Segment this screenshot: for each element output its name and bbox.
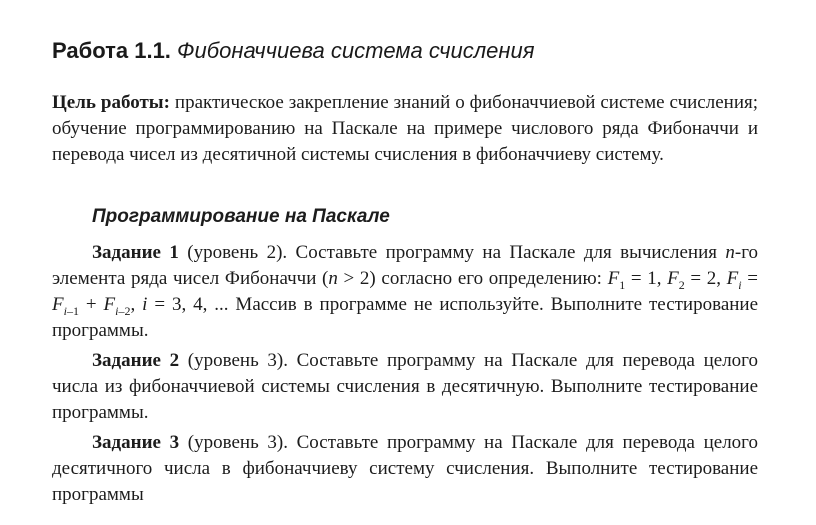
task-1-n: n <box>725 242 735 263</box>
task-3 <box>52 430 758 508</box>
goal-paragraph <box>52 90 758 168</box>
task-3-text: (уровень 3). Составьте программу на Паскале для перевода целого десятичного числа в фибоначчиеву систему счисления. Выполните тестирование программы <box>52 432 759 505</box>
task-2-name: Задание 2 <box>92 350 180 371</box>
task-2 <box>52 348 758 426</box>
task-1-text-a: (уровень 2). Составьте программу на Паскале для вычисления <box>187 242 726 263</box>
goal-label: Цель работы: <box>52 92 170 113</box>
task-3-name: Задание 3 <box>92 432 180 453</box>
task-2-text: (уровень 3). Составьте программу на Паскале для перевода целого числа из фибоначчиевой системы счисления в десятичную. Выполните тестирование программы. <box>52 350 759 423</box>
work-name: Фибоначчиева система счисления <box>177 38 535 63</box>
task-1-text-c: > 2) согласно его определению: <box>337 268 608 289</box>
task-1-name: Задание 1 <box>92 242 179 263</box>
section-heading: Программирование на Паскале <box>92 206 390 227</box>
goal-text: практическое закрепление знаний о фибоначчиевой системе счисления; обучение программированию на Паскале на примере числового ряда Фибоначчи и перевода чисел из десятичной системы счисления в фибоначчиеву систему. <box>52 92 759 165</box>
task-1-text-d: Массив в программе не используйте. Выполните тестирование программы. <box>52 294 759 341</box>
task-1 <box>52 240 758 344</box>
task-1-text-b: -го элемента ряда чисел Фибоначчи ( <box>52 242 759 289</box>
work-title <box>52 38 534 64</box>
task-1-formula: $F_1 = 1$, $F_2 = 2$, $F_i = F_{i-1} + F_{i-2}$, i = 3, 4, ... <box>52 268 758 318</box>
task-1-cond: n <box>328 268 338 289</box>
work-number: Работа 1.1. <box>52 38 171 63</box>
